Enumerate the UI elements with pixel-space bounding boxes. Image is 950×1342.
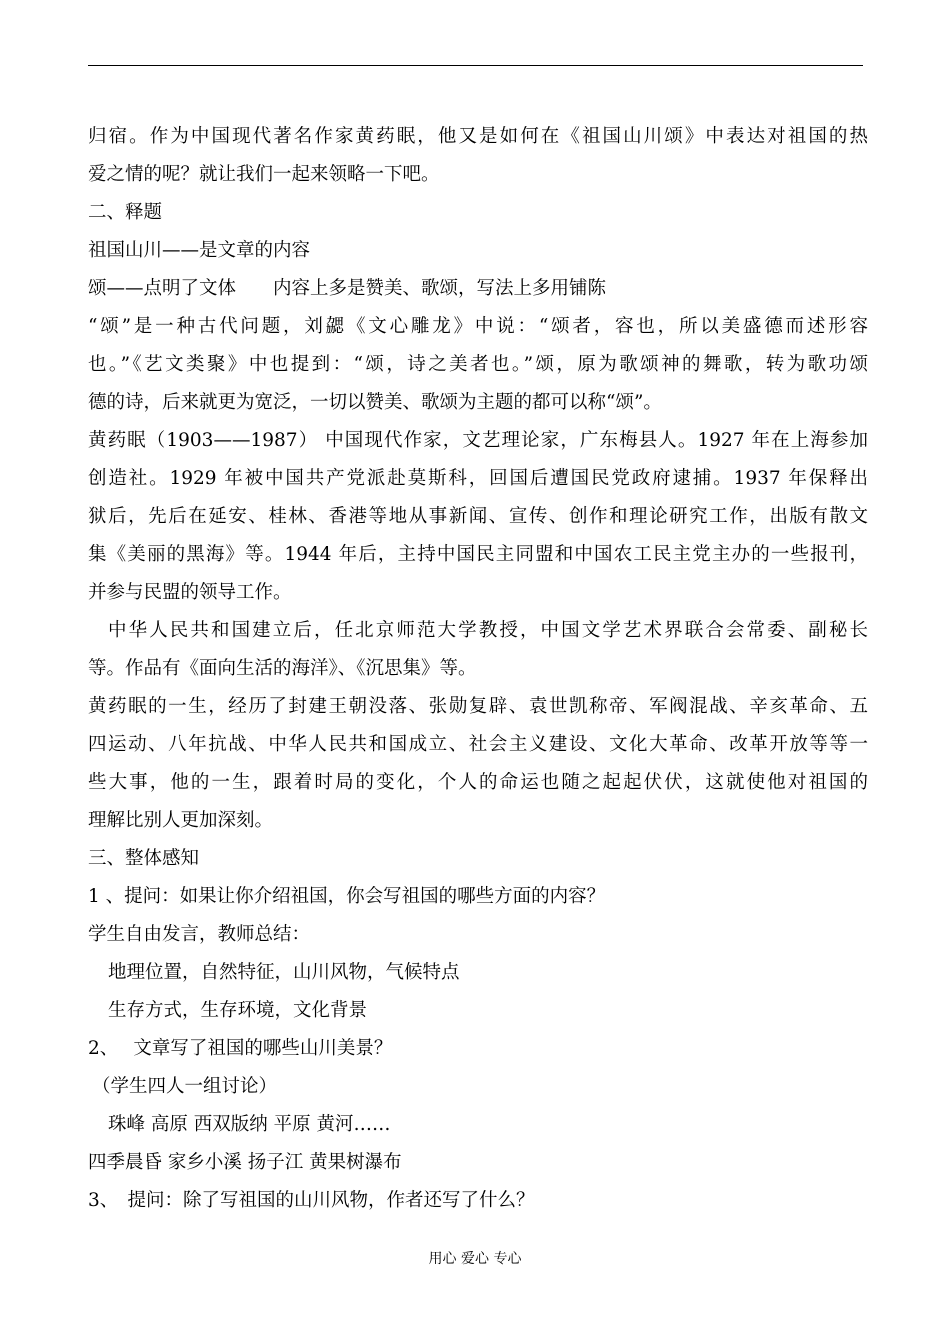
text-line: “颂”是一种古代问题，刘勰《文心雕龙》中说：“颂者，容也，所以美盛德而述形容 <box>88 316 868 337</box>
text-line: 学生自由发言，教师总结： <box>88 924 311 945</box>
text-line: 并参与民盟的领导工作。 <box>88 582 292 603</box>
page-footer: 用心 爱心 专心 <box>428 1251 522 1267</box>
text-line: 德的诗，后来就更为宽泛，一切以赞美、歌颂为主题的都可以称“颂”。 <box>88 392 662 413</box>
text-line: 四季晨昏 家乡小溪 扬子江 黄果树瀑布 <box>88 1152 402 1173</box>
text-line: 生存方式，生存环境，文化背景 <box>108 1000 368 1021</box>
text-line: 颂——点明了文体 内容上多是赞美、歌颂，写法上多用铺陈 <box>88 278 607 299</box>
text-line: 理解比别人更加深刻。 <box>88 810 274 831</box>
text-line: 珠峰 高原 西双版纳 平原 黄河…… <box>108 1114 391 1135</box>
section-heading: 二、释题 <box>88 202 163 223</box>
text-line: 黄药眠的一生，经历了封建王朝没落、张勋复辟、袁世凯称帝、军阀混战、辛亥革命、五 <box>88 696 868 717</box>
text-line: 1 、提问：如果让你介绍祖国，你会写祖国的哪些方面的内容？ <box>88 886 606 907</box>
text-line: 地理位置，自然特征，山川风物，气候特点 <box>108 962 460 983</box>
text-line: 黄药眠（1903——1987） 中国现代作家，文艺理论家，广东梅县人。1927 年在上海参加 <box>88 430 868 451</box>
text-line: 也。”《艺文类聚》中也提到：“颂，诗之美者也。”颂，原为歌颂神的舞歌，转为歌功颂 <box>88 354 868 375</box>
text-line: 等。作品有《面向生活的海洋》、《沉思集》等。 <box>88 658 477 679</box>
section-heading: 三、整体感知 <box>88 848 200 869</box>
text-line: 集《美丽的黑海》等。1944 年后，主持中国民主同盟和中国农工民主党主办的一些报刊， <box>88 544 868 565</box>
document-body <box>88 118 868 1220</box>
text-line: 狱后，先后在延安、桂林、香港等地从事新闻、宣传、创作和理论研究工作，出版有散文 <box>88 506 868 527</box>
text-line: 3、 提问：除了写祖国的山川风物，作者还写了什么？ <box>88 1190 535 1211</box>
text-line: 爱之情的呢？就让我们一起来领略一下吧。 <box>88 164 440 185</box>
text-line: 归宿。作为中国现代著名作家黄药眠，他又是如何在《祖国山川颂》中表达对祖国的热 <box>88 126 868 147</box>
text-line: 中华人民共和国建立后，任北京师范大学教授，中国文学艺术界联合会常委、副秘长 <box>108 620 868 641</box>
header-rule <box>88 65 863 66</box>
text-line: 2、 文章写了祖国的哪些山川美景？ <box>88 1038 393 1059</box>
text-line: 创造社。1929 年被中国共产党派赴莫斯科，回国后遭国民党政府逮捕。1937 年保释出 <box>88 468 868 489</box>
text-line: 四运动、八年抗战、中华人民共和国成立、社会主义建设、文化大革命、改革开放等等一 <box>88 734 868 755</box>
text-line: （学生四人一组讨论） <box>92 1076 278 1097</box>
text-line: 些大事，他的一生，跟着时局的变化，个人的命运也随之起起伏伏，这就使他对祖国的 <box>88 772 868 793</box>
text-line: 祖国山川——是文章的内容 <box>88 240 311 261</box>
